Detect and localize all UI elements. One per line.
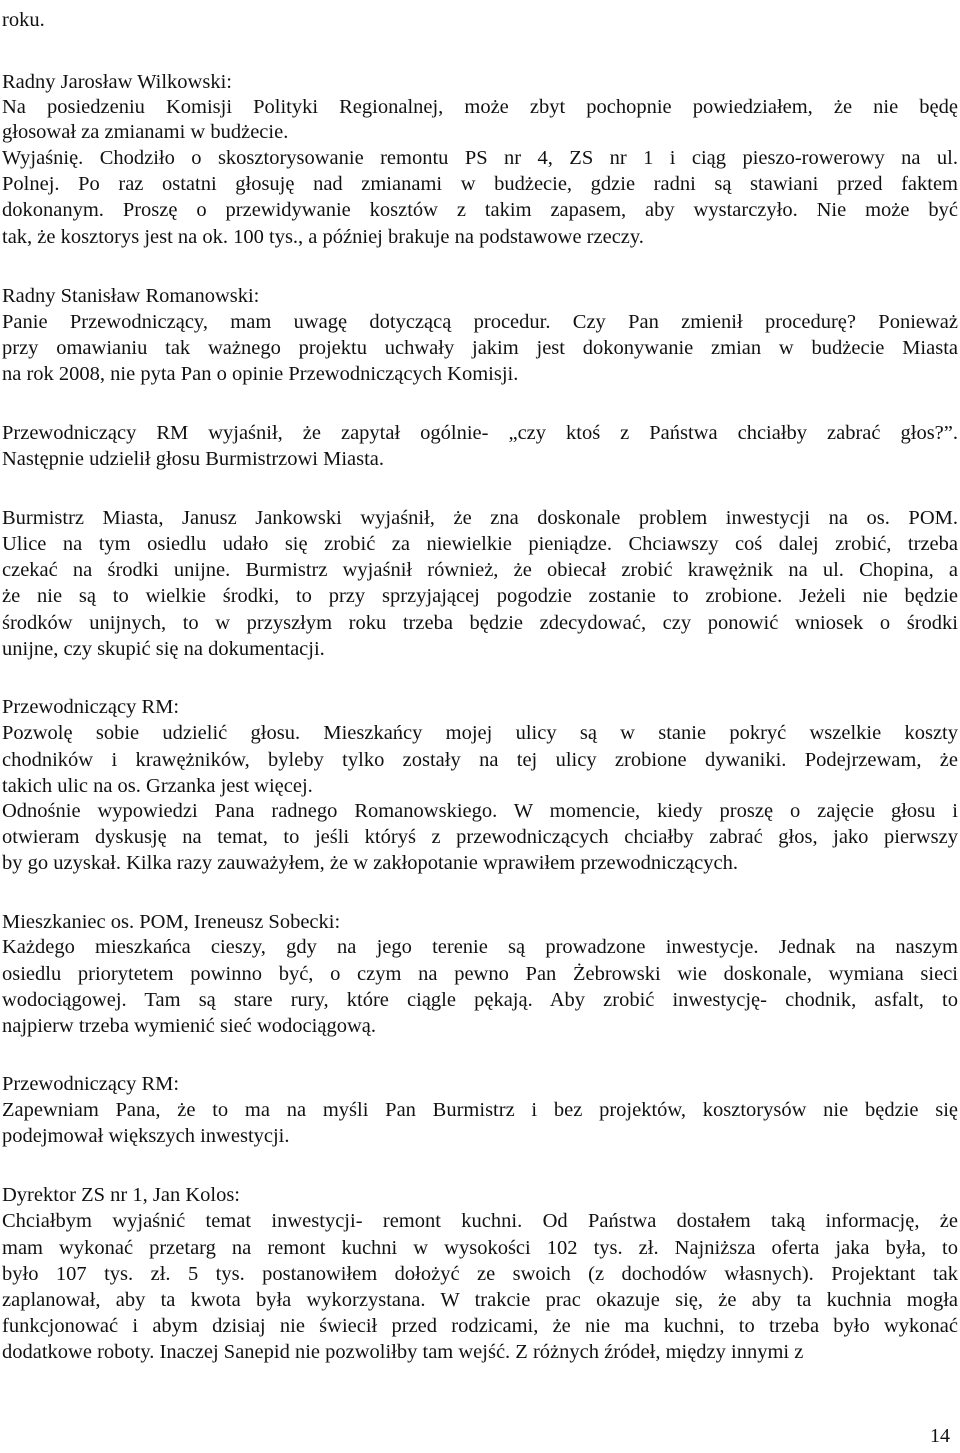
paragraph-line: chodników i krawężników, byleby tylko zostały na tej ulicy zrobione dywaniki. Podejrzewam, że [2,749,958,771]
paragraph-line: Przewodniczący RM wyjaśnił, że zapytał ogólnie- „czy ktoś z Państwa chciałby zabrać głos?”. [2,422,958,444]
paragraph-line: na rok 2008, nie pyta Pan o opinie Przewodniczących Komisji. [2,363,519,385]
paragraph-line: Zapewniam Pana, że to ma na myśli Pan Burmistrz i bez projektów, kosztorysów nie będzie się [2,1099,958,1121]
paragraph-line: Polnej. Po raz ostatni głosuję nad zmianami w budżecie, gdzie radni są stawiani przed faktem [2,173,958,195]
paragraph-line: Chciałbym wyjaśnić temat inwestycji- remont kuchni. Od Państwa dostałem taką informację, że [2,1210,958,1232]
paragraph-line: unijne, czy skupić się na dokumentacji. [2,638,325,660]
paragraph-line: dodatkowe roboty. Inaczej Sanepid nie pozwoliłby tam wejść. Z różnych źródeł, między innymi z [2,1341,804,1363]
paragraph-line: podejmował większych inwestycji. [2,1125,290,1147]
speaker-heading: Radny Stanisław Romanowski: [2,285,260,307]
paragraph-line: dokonanym. Proszę o przewidywanie kosztów z takim zapasem, aby wystarczyło. Nie może być [2,199,958,221]
paragraph-line: Każdego mieszkańca cieszy, gdy na jego terenie są prowadzone inwestycje. Jednak na naszym [2,936,958,958]
paragraph-line: takich ulic na os. Grzanka jest więcej. [2,775,313,797]
speaker-heading: Mieszkaniec os. POM, Ireneusz Sobecki: [2,911,341,933]
paragraph-line: funkcjonować i abym dzisiaj nie świecił przed rodzicami, że nie ma kuchni, to trzeba było wykonać [2,1315,958,1337]
paragraph-line: Następnie udzielił głosu Burmistrzowi Miasta. [2,448,385,470]
speaker-heading: Radny Jarosław Wilkowski: [2,71,232,93]
paragraph-line: mam wykonać przetarg na remont kuchni w wysokości 102 tys. zł. Najniższa oferta jaka była, to [2,1237,958,1259]
paragraph-line: Panie Przewodniczący, mam uwagę dotyczącą procedur. Czy Pan zmienił procedurę? Ponieważ [2,311,958,333]
paragraph-line: wodociągowej. Tam są stare rury, które ciągle pękają. Aby zrobić inwestycję- chodnik, asfalt, to [2,989,958,1011]
paragraph-line: tak, że kosztorys jest na ok. 100 tys., a później brakuje na podstawowe rzeczy. [2,226,644,248]
paragraph-line: najpierw trzeba wymienić sieć wodociągową. [2,1015,376,1037]
paragraph-line: Odnośnie wypowiedzi Pana radnego Romanowskiego. W momencie, kiedy proszę o zajęcie głosu i [2,800,958,822]
paragraph-line: by go uzyskał. Kilka razy zauważyłem, że w zakłopotanie wprawiłem przewodniczących. [2,852,738,874]
paragraph-line: Na posiedzeniu Komisji Polityki Regionalnej, może zbyt pochopnie powiedziałem, że nie będę [2,96,958,118]
paragraph-line: zaplanował, aby ta kwota była wykorzystana. W trakcie prac okazuje się, że aby ta kuchnia mogła [2,1289,958,1311]
paragraph-line: czekać na środki unijne. Burmistrz wyjaśnił również, że obiecał zrobić krawężnik na ul. Chopina, a [2,559,958,581]
speaker-heading: Przewodniczący RM: [2,696,180,718]
paragraph-line: przy omawianiu tak ważnego projektu uchwały jakim jest dokonywanie zmian w budżecie Miasta [2,337,958,359]
paragraph-line: roku. [2,9,45,31]
paragraph-line: Pozwolę sobie udzielić głosu. Mieszkańcy mojej ulicy są w stanie pokryć wszelkie koszty [2,722,958,744]
paragraph-line: środków unijnych, to w przyszłym roku trzeba będzie zdecydować, czy ponowić wniosek o środki [2,612,958,634]
paragraph-line: że nie są to wielkie środki, to przy sprzyjającej pogodzie zostanie to zrobione. Jeżeli nie będzie [2,585,958,607]
paragraph-line: otwieram dyskusję na temat, to jeśli któryś z przewodniczących chciałby zabrać głos, jako pierwszy [2,826,958,848]
speaker-heading: Dyrektor ZS nr 1, Jan Kolos: [2,1184,241,1206]
paragraph-line: Ulice na tym osiedlu udało się zrobić za niewielkie pieniądze. Chciawszy coś dalej zrobić, trzeba [2,533,958,555]
paragraph-line: osiedlu priorytetem powinno być, o czym na pewno Pan Żebrowski wie doskonale, wymiana sieci [2,963,958,985]
paragraph-line: Burmistrz Miasta, Janusz Jankowski wyjaśnił, że zna doskonale problem inwestycji na os. POM. [2,507,958,529]
page-number: 14 [930,1425,950,1447]
paragraph-line: Wyjaśnię. Chodziło o skosztorysowanie remontu PS nr 4, ZS nr 1 i ciąg pieszo-rowerowy na ul. [2,147,958,169]
paragraph-line: głosował za zmianami w budżecie. [2,121,289,143]
speaker-heading: Przewodniczący RM: [2,1073,180,1095]
paragraph-line: było 107 tys. zł. 5 tys. postanowiłem dołożyć ze swoich (z dochodów własnych). Projektant tak [2,1263,958,1285]
